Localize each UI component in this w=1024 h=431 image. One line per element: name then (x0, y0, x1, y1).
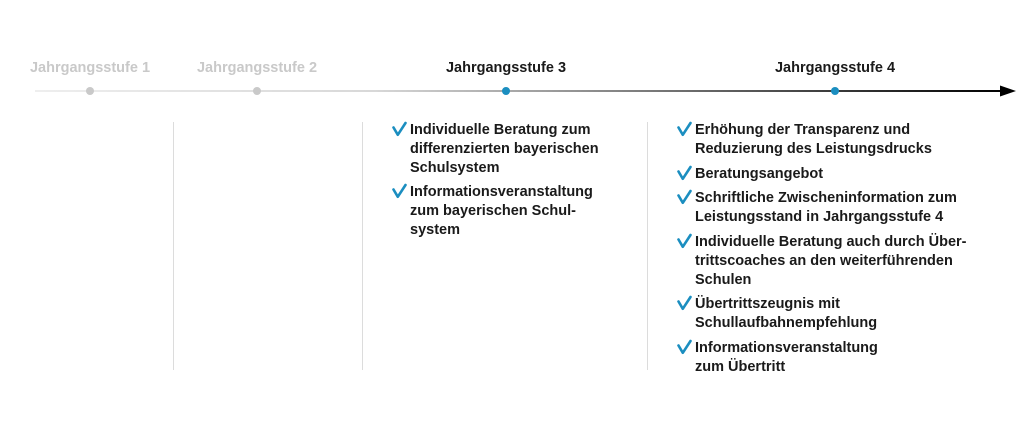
measure-text: Informationsveranstaltung zum Übertritt (695, 339, 878, 375)
measure-text: Erhöhung der Transparenz und Reduzierung des Leistungsdrucks (695, 122, 932, 157)
stage-label-2: Jahrgangsstufe 2 (196, 60, 318, 76)
measure-text: Übertrittszeugnis mit Schullaufbahnempfehlung (695, 296, 878, 332)
stage-label-3: Jahrgangsstufe 3 (445, 60, 567, 76)
checkmark-icon (677, 339, 692, 355)
checkmark-icon (677, 189, 692, 205)
checkmark-icon (392, 183, 407, 199)
column-divider-1 (173, 122, 174, 370)
checkmark-icon (677, 233, 692, 249)
measure-text: Beratungsangebot (695, 165, 824, 182)
measure-text: Schriftliche Zwischeninformation zum Leistungsstand in Jahrgangsstufe 4 (695, 190, 957, 226)
checkmark-icon (392, 121, 407, 137)
stage-dot-4 (831, 87, 839, 95)
measure-text: Individuelle Beratung auch durch Über- trittscoaches an den weiterführenden Schulen (695, 233, 967, 288)
measure-item (677, 339, 1017, 377)
stage4-measures-list (677, 121, 1017, 383)
checkmark-icon (677, 295, 692, 311)
checkmark-icon (677, 121, 692, 137)
timeline-arrowhead (1000, 86, 1016, 97)
measure-item (677, 165, 1017, 184)
stage-dot-1 (86, 87, 94, 95)
measure-item (677, 189, 1017, 227)
measure-text: Informationsveranstaltung zum bayerischen Schul- system (410, 184, 593, 238)
stage3-measures-list (392, 121, 642, 246)
measure-text: Individuelle Beratung zum differenzierten bayerischen Schulsystem (410, 122, 599, 176)
measure-item (677, 295, 1017, 333)
measure-item (677, 233, 1017, 289)
stage-label-1: Jahrgangsstufe 1 (29, 60, 151, 76)
column-divider-3 (647, 122, 648, 370)
measure-item (392, 121, 642, 177)
column-divider-2 (362, 122, 363, 370)
stage-dot-3 (502, 87, 510, 95)
measure-item (392, 183, 642, 239)
stage-label-4: Jahrgangsstufe 4 (774, 60, 896, 76)
measure-item (677, 121, 1017, 159)
stage-dot-2 (253, 87, 261, 95)
checkmark-icon (677, 165, 692, 181)
